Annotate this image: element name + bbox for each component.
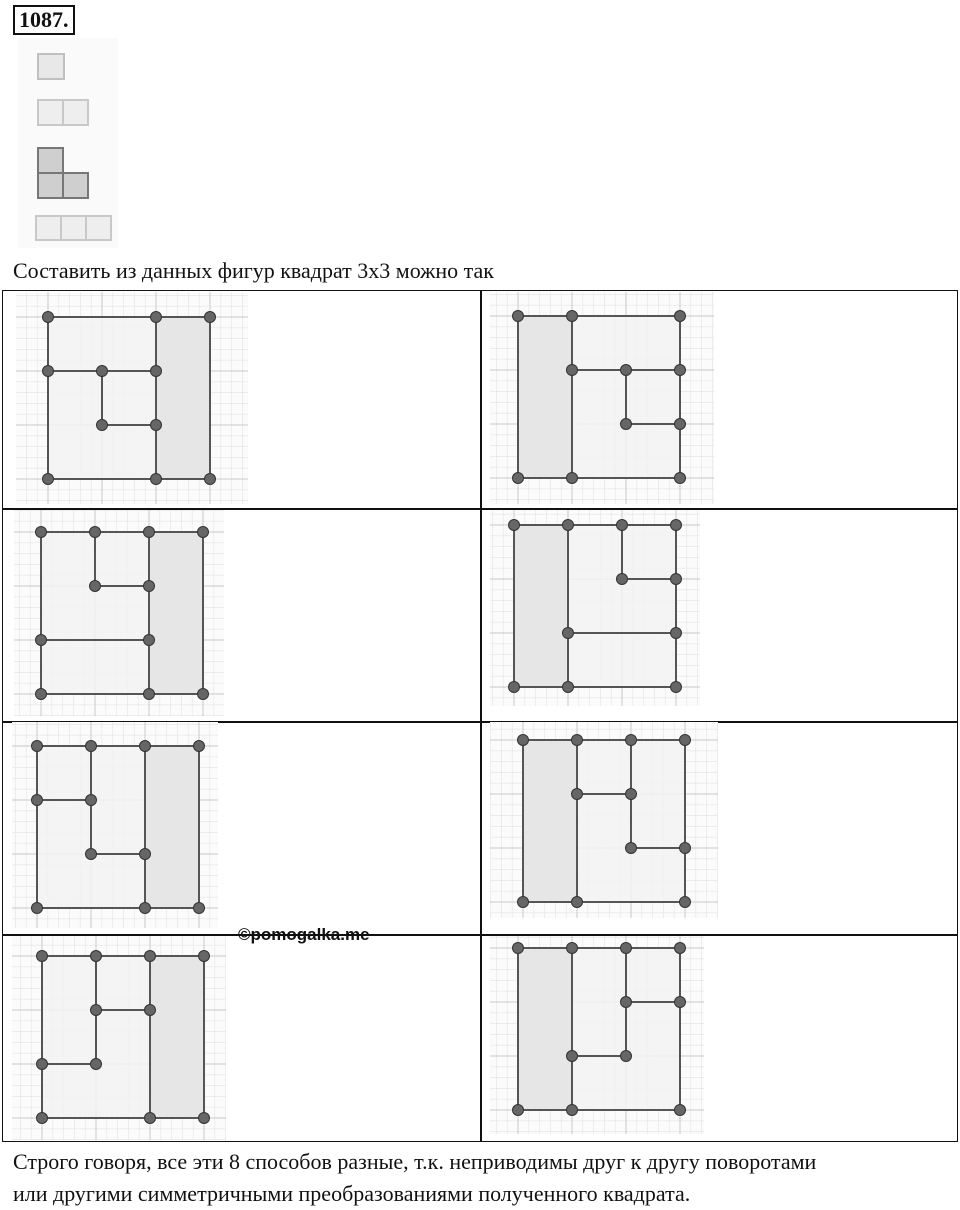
solution-7 — [12, 936, 226, 1140]
piece-domino — [38, 100, 88, 125]
piece-single-square — [38, 54, 64, 79]
solution-2 — [490, 292, 714, 504]
piece-i-tromino — [36, 216, 111, 240]
solution-4 — [490, 510, 700, 706]
solution-6 — [490, 722, 718, 918]
solution-8 — [490, 936, 704, 1134]
problem-number: 1087. — [13, 5, 75, 35]
solution-3 — [14, 510, 224, 716]
caption: Составить из данных фигур квадрат 3x3 можно так — [13, 258, 494, 283]
table-divider-vertical — [480, 291, 482, 1141]
footer-line-1: Строго говоря, все эти 8 способов разные, т.к. неприводимы друг к другу поворотами — [13, 1149, 817, 1174]
solution-1 — [16, 292, 248, 504]
footer-line-2: или другими симметричными преобразованиями полученного квадрата. — [13, 1181, 691, 1206]
solution-5 — [12, 722, 218, 928]
watermark: ©pomogalka.me — [238, 925, 370, 944]
footer-text — [13, 1146, 953, 1210]
pieces-illustration — [18, 38, 118, 248]
